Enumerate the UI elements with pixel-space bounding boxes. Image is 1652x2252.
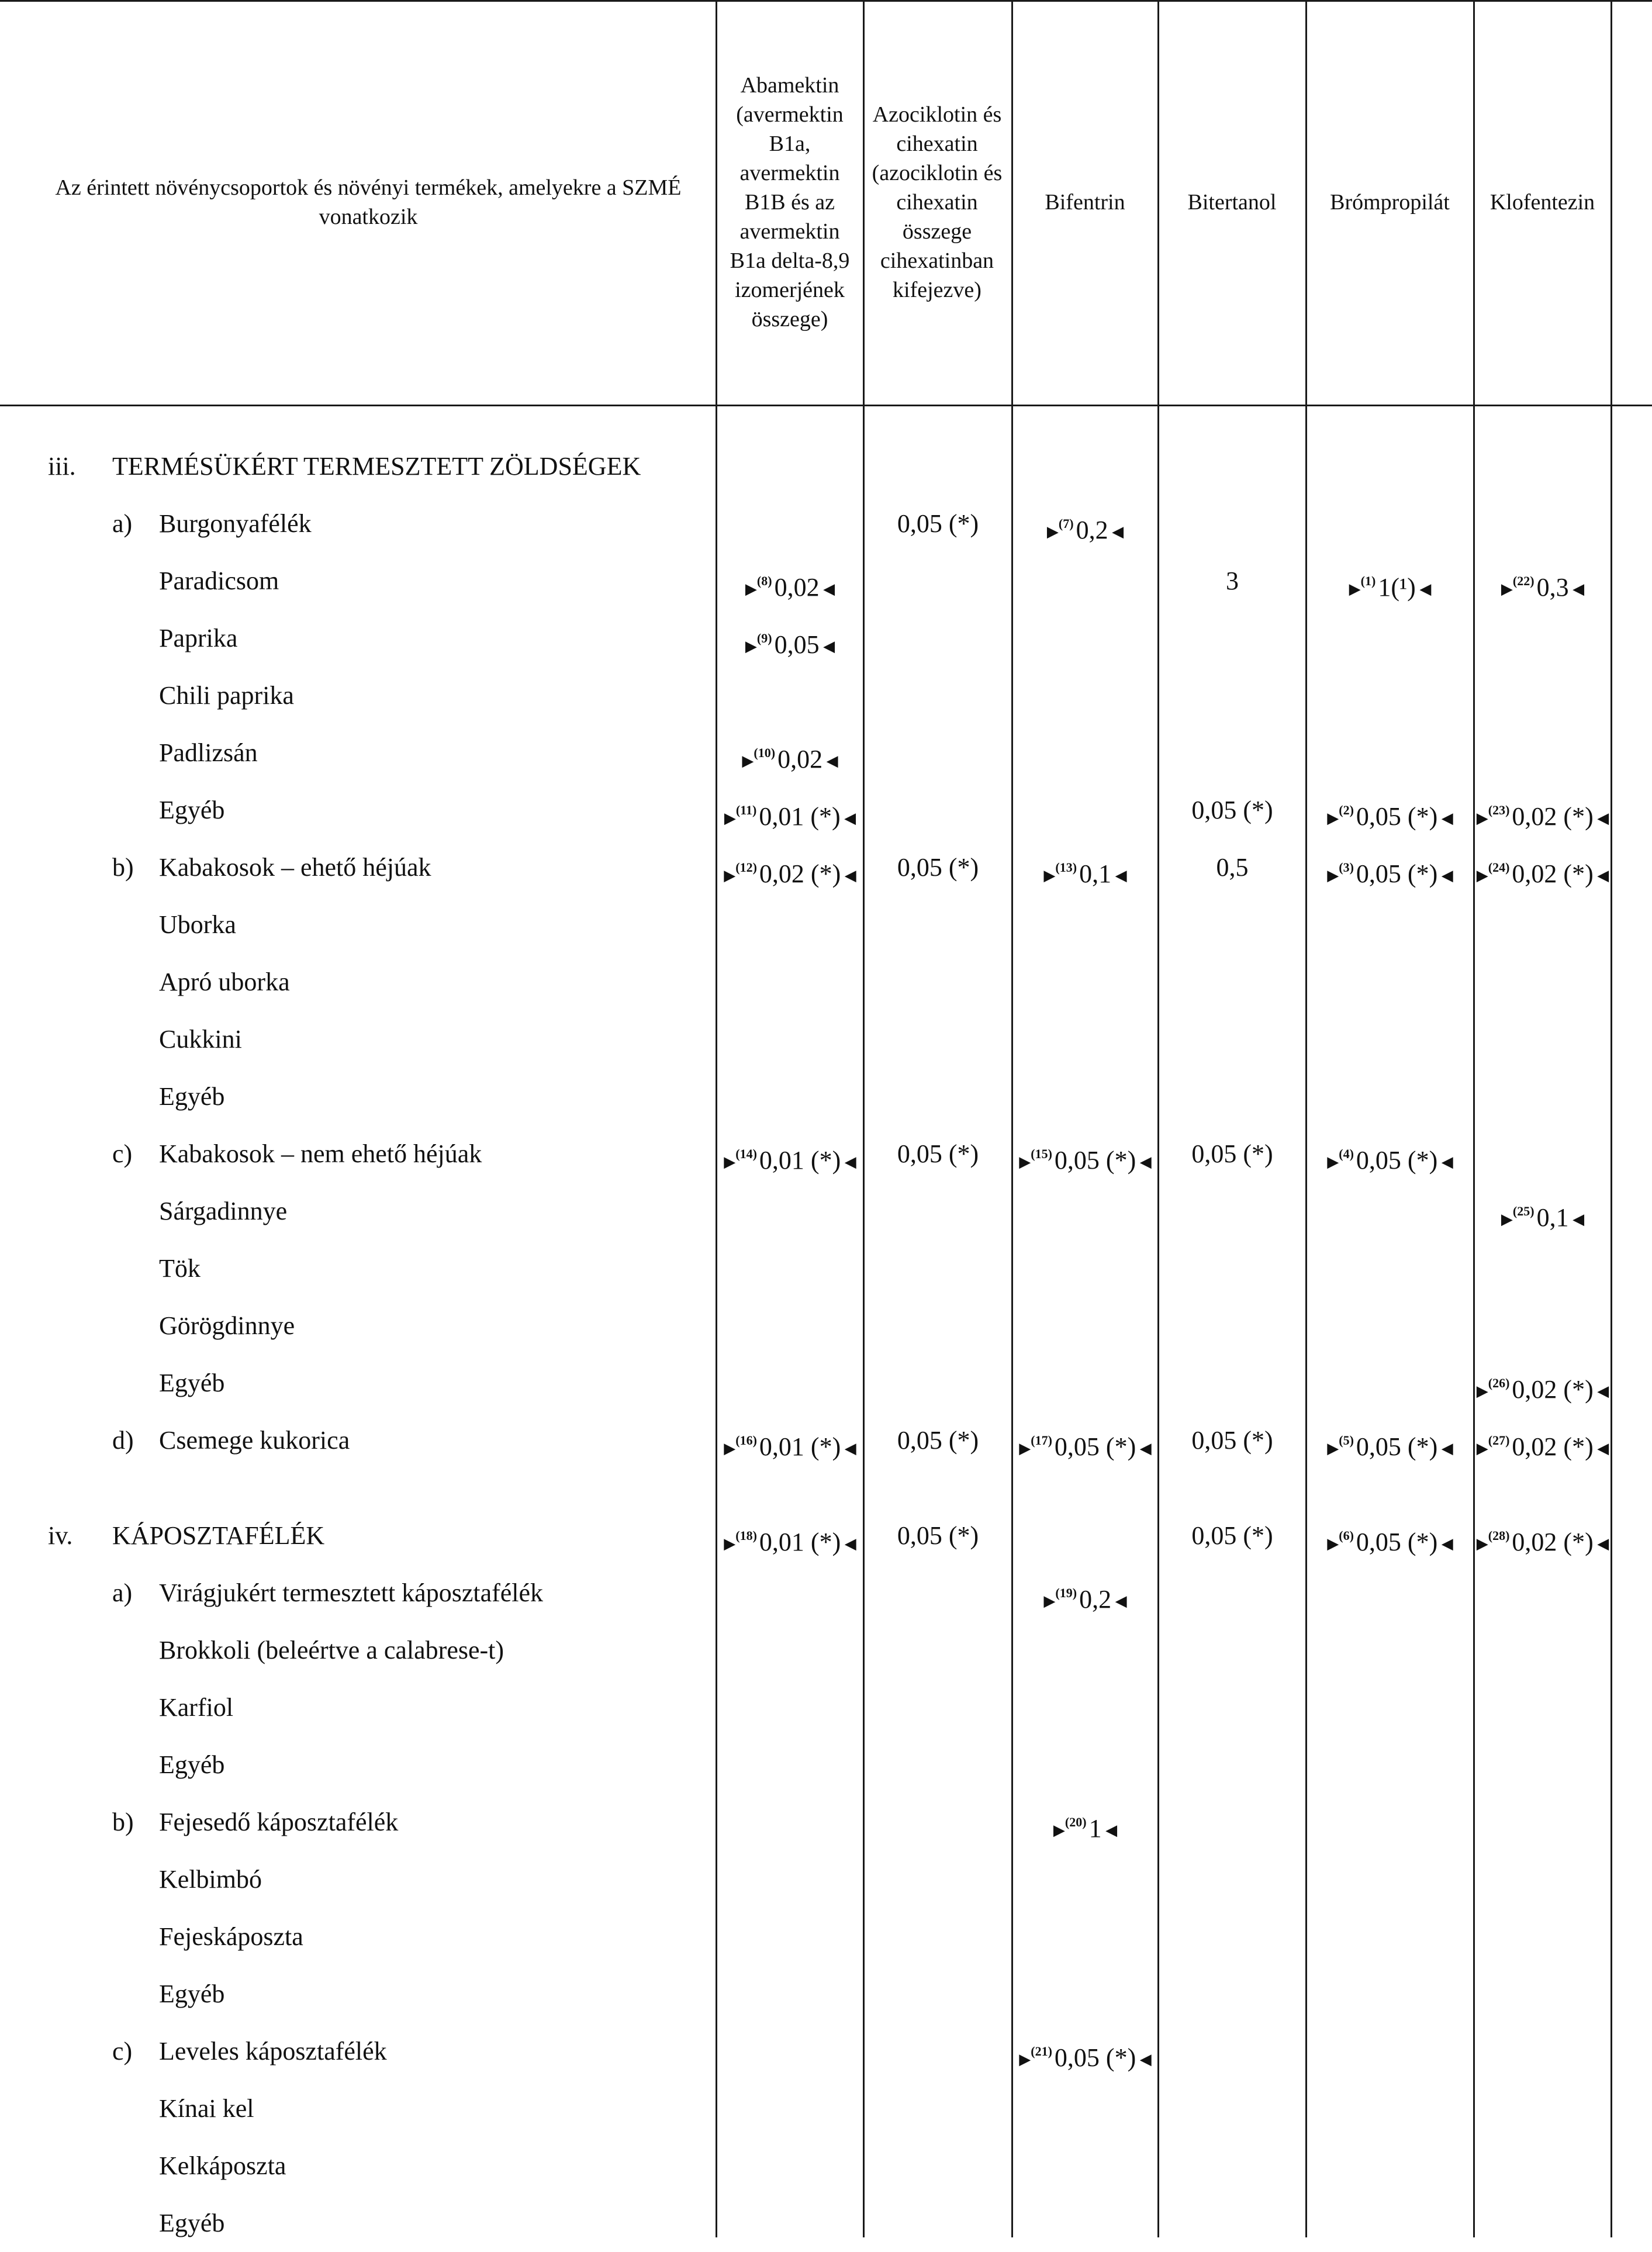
footnote-ref: (24) xyxy=(1488,860,1510,875)
mrl-value xyxy=(1159,782,1305,839)
row-label: Egyéb xyxy=(159,1369,225,1397)
mrl-value xyxy=(1475,1183,1610,1248)
footnote-ref: (28) xyxy=(1488,1528,1510,1543)
amendment-start-marker: ▶ xyxy=(1043,1593,1056,1609)
footnote-ref: (9) xyxy=(756,631,772,645)
footnote-ref: (6) xyxy=(1339,1528,1354,1543)
table-row xyxy=(0,1240,1652,1297)
value-text: 0,02 (*) xyxy=(1512,1528,1594,1556)
table-row xyxy=(0,1183,1652,1240)
row-label: Görögdinnye xyxy=(159,1311,295,1340)
row-letter: d) xyxy=(112,1426,134,1455)
value-text: 0,05 (*) xyxy=(897,853,979,882)
mrl-value xyxy=(1159,552,1305,610)
row-label: Kínai kel xyxy=(159,2094,254,2123)
value-text: 1(¹) xyxy=(1378,573,1416,602)
amendment-start-marker: ▶ xyxy=(1327,1440,1339,1457)
row-letter: a) xyxy=(112,1579,133,1607)
row-label: Brokkoli (beleértve a calabrese-t) xyxy=(159,1636,504,1664)
amendment-end-marker: ◀ xyxy=(1101,1822,1118,1839)
amendment-end-marker: ◀ xyxy=(1593,1535,1609,1552)
amendment-start-marker: ▶ xyxy=(1327,867,1339,884)
value-text: 0,01 (*) xyxy=(759,1146,841,1175)
row-label: Cukkini xyxy=(159,1025,242,1054)
amendment-start-marker: ▶ xyxy=(1349,581,1361,597)
mrl-value xyxy=(717,1507,863,1573)
amendment-end-marker: ◀ xyxy=(1136,1153,1152,1170)
row-label: Csemege kukorica xyxy=(159,1426,350,1455)
amendment-start-marker: ▶ xyxy=(1501,581,1513,597)
value-text: 0,02 (*) xyxy=(1512,1432,1594,1461)
amendment-end-marker: ◀ xyxy=(841,1153,856,1170)
row-label: Paradicsom xyxy=(159,567,279,595)
footnote-ref: (14) xyxy=(735,1146,757,1161)
amendment-end-marker: ◀ xyxy=(1593,810,1609,827)
table-row xyxy=(0,495,1652,552)
row-label: Uborka xyxy=(159,910,236,939)
amendment-end-marker: ◀ xyxy=(822,752,838,769)
footnote-ref: (13) xyxy=(1055,860,1077,875)
value-text: 0,02 (*) xyxy=(1512,859,1594,888)
amendment-end-marker: ◀ xyxy=(1136,2051,1152,2068)
footnote-ref: (1) xyxy=(1360,574,1376,588)
amendment-start-marker: ▶ xyxy=(1043,867,1056,884)
table-row xyxy=(0,1068,1652,1125)
table-row xyxy=(0,1794,1652,1851)
row-label: Egyéb xyxy=(159,1082,225,1111)
table-row xyxy=(0,1412,1652,1469)
table-row xyxy=(0,1355,1652,1412)
value-text: 0,01 (*) xyxy=(759,1432,841,1461)
section-values-row xyxy=(0,1507,1652,1564)
mrl-value xyxy=(717,1125,863,1191)
value-text: 0,05 (*) xyxy=(1191,796,1273,824)
table-row xyxy=(0,1297,1652,1355)
amendment-start-marker: ▶ xyxy=(742,752,754,769)
mrl-value xyxy=(1159,1507,1305,1564)
mrl-value xyxy=(1159,1125,1305,1183)
amendment-start-marker: ▶ xyxy=(1476,1535,1488,1552)
table-row xyxy=(0,1966,1652,2023)
mrl-value xyxy=(1159,839,1305,896)
amendment-end-marker: ◀ xyxy=(1136,1440,1152,1457)
mrl-value xyxy=(1307,1412,1473,1477)
row-label: Chili paprika xyxy=(159,681,294,710)
table-row xyxy=(0,782,1652,839)
value-text: 0,05 (*) xyxy=(1054,1146,1136,1175)
value-text: 0,01 (*) xyxy=(759,802,841,831)
section-title: KÁPOSZTAFÉLÉK xyxy=(112,1521,325,1550)
mrl-value xyxy=(1475,1507,1610,1573)
row-label: Kabakosok – nem ehető héjúak xyxy=(159,1139,482,1168)
mrl-value xyxy=(865,1507,1011,1564)
amendment-start-marker: ▶ xyxy=(724,867,736,884)
amendment-end-marker: ◀ xyxy=(841,1440,856,1457)
mrl-value xyxy=(717,1412,863,1477)
amendment-end-marker: ◀ xyxy=(1111,1593,1127,1609)
row-label: Padlizsán xyxy=(159,738,258,767)
row-label: Egyéb xyxy=(159,796,225,824)
header-bitertanol: Bitertanol xyxy=(1187,190,1277,215)
value-text: 0,05 (*) xyxy=(1191,1521,1273,1550)
header-azociklotin: Azociklotin és cihexatin (azociklotin és cihexatin összege cihexatinban kifejezve) xyxy=(872,102,1003,302)
table-row xyxy=(0,724,1652,782)
amendment-start-marker: ▶ xyxy=(745,581,757,597)
footnote-ref: (5) xyxy=(1339,1433,1354,1448)
table-row xyxy=(0,954,1652,1011)
amendment-start-marker: ▶ xyxy=(1327,1535,1339,1552)
value-text: 0,02 (*) xyxy=(759,859,841,888)
row-letter: c) xyxy=(112,2037,133,2066)
mrl-value xyxy=(1307,552,1473,618)
row-letter: b) xyxy=(112,853,134,882)
value-text: 0,05 (*) xyxy=(1191,1139,1273,1168)
mrl-value xyxy=(1475,1355,1610,1420)
table-row xyxy=(0,2080,1652,2137)
amendment-end-marker: ◀ xyxy=(1415,581,1432,597)
row-letter: b) xyxy=(112,1808,134,1836)
mrl-value xyxy=(1307,1125,1473,1191)
table-row xyxy=(0,1851,1652,1908)
amendment-end-marker: ◀ xyxy=(1593,1383,1609,1400)
footnote-ref: (3) xyxy=(1339,860,1354,875)
mrl-value xyxy=(1475,839,1610,904)
value-text: 0,05 (*) xyxy=(1356,1146,1438,1175)
amendment-start-marker: ▶ xyxy=(724,810,736,827)
mrl-value xyxy=(1013,1412,1157,1477)
mrl-value xyxy=(1013,2023,1157,2088)
mrl-value xyxy=(865,1125,1011,1183)
mrl-value xyxy=(717,724,863,790)
value-text: 1 xyxy=(1088,1814,1102,1843)
row-label: Kabakosok – ehető héjúak xyxy=(159,853,431,882)
row-label: Egyéb xyxy=(159,1980,225,2008)
section-row-iii xyxy=(0,438,1652,495)
section-number: iv. xyxy=(48,1521,73,1550)
mrl-value xyxy=(717,552,863,618)
table-row xyxy=(0,1125,1652,1183)
amendment-end-marker: ◀ xyxy=(1593,867,1609,884)
footnote-ref: (21) xyxy=(1031,2044,1052,2058)
value-text: 0,02 (*) xyxy=(1512,802,1594,831)
amendment-start-marker: ▶ xyxy=(724,1153,736,1170)
row-label: Leveles káposztafélék xyxy=(159,2037,387,2066)
amendment-start-marker: ▶ xyxy=(1327,1153,1339,1170)
header-brompropilat: Brómpropilát xyxy=(1330,190,1450,215)
value-text: 0,3 xyxy=(1536,573,1569,602)
section-title: TERMÉSÜKÉRT TERMESZTETT ZÖLDSÉGEK xyxy=(112,452,641,481)
amendment-end-marker: ◀ xyxy=(841,1535,856,1552)
header-bifentrin: Bifentrin xyxy=(1045,190,1125,215)
value-text: 0,1 xyxy=(1079,859,1112,888)
amendment-start-marker: ▶ xyxy=(1327,810,1339,827)
value-text: 0,02 (*) xyxy=(1512,1375,1594,1404)
row-label: Paprika xyxy=(159,624,238,652)
value-text: 0,05 (*) xyxy=(897,1521,979,1550)
value-text: 0,05 xyxy=(774,630,820,659)
header-bottom-border xyxy=(0,405,1652,406)
table-row xyxy=(0,1736,1652,1794)
amendment-start-marker: ▶ xyxy=(1476,1383,1488,1400)
amendment-start-marker: ▶ xyxy=(724,1440,736,1457)
table-row xyxy=(0,1011,1652,1068)
amendment-start-marker: ▶ xyxy=(1501,1211,1513,1228)
table-row xyxy=(0,2195,1652,2252)
amendment-end-marker: ◀ xyxy=(840,810,856,827)
footnote-ref: (10) xyxy=(754,745,776,760)
mrl-value xyxy=(717,839,863,904)
mrl-value xyxy=(1013,1564,1157,1630)
amendment-end-marker: ◀ xyxy=(1437,867,1453,884)
amendment-end-marker: ◀ xyxy=(1111,867,1127,884)
value-text: 0,05 (*) xyxy=(1356,859,1438,888)
amendment-start-marker: ▶ xyxy=(1019,1440,1031,1457)
footnote-ref: (17) xyxy=(1031,1433,1052,1448)
footnote-ref: (18) xyxy=(735,1528,757,1543)
footnote-ref: (15) xyxy=(1031,1146,1052,1161)
mrl-value xyxy=(865,1412,1011,1469)
amendment-end-marker: ◀ xyxy=(819,638,835,655)
table-row xyxy=(0,1622,1652,1679)
mrl-value xyxy=(1013,1125,1157,1191)
row-label: Kelbimbó xyxy=(159,1865,262,1894)
value-text: 0,05 (*) xyxy=(1356,1432,1438,1461)
amendment-end-marker: ◀ xyxy=(841,867,856,884)
row-label: Burgonyafélék xyxy=(159,509,312,538)
amendment-end-marker: ◀ xyxy=(1437,1153,1453,1170)
header-abamektin: Abamektin (avermektin B1a, avermektin B1B és az avermektin B1a delta-8,9 izomerjének összege) xyxy=(730,73,850,331)
table-row xyxy=(0,552,1652,610)
mrl-value xyxy=(1013,839,1157,904)
mrl-value xyxy=(1475,782,1610,847)
header-group-label: Az érintett növénycsoportok és növényi termékek, amelyekre a SZMÉ vonatkozik xyxy=(55,175,682,229)
amendment-start-marker: ▶ xyxy=(1019,1153,1031,1170)
footnote-ref: (12) xyxy=(735,860,757,875)
row-label: Fejeskáposzta xyxy=(159,1922,303,1951)
footnote-ref: (8) xyxy=(756,574,772,588)
row-label: Tök xyxy=(159,1254,201,1283)
amendment-start-marker: ▶ xyxy=(724,1535,736,1552)
value-text: 0,05 (*) xyxy=(897,1426,979,1455)
amendment-start-marker: ▶ xyxy=(1053,1822,1065,1839)
footnote-ref: (19) xyxy=(1055,1586,1077,1600)
row-label: Egyéb xyxy=(159,1750,225,1779)
table-row xyxy=(0,610,1652,667)
mrl-value xyxy=(1307,839,1473,904)
row-label: Sárgadinnye xyxy=(159,1197,288,1225)
value-text: 0,1 xyxy=(1536,1203,1569,1232)
table-row xyxy=(0,1564,1652,1622)
row-label: Fejesedő káposztafélék xyxy=(159,1808,399,1836)
footnote-ref: (7) xyxy=(1058,516,1074,531)
table-row xyxy=(0,2137,1652,2195)
mrl-value xyxy=(717,610,863,675)
amendment-start-marker: ▶ xyxy=(1019,2051,1031,2068)
footnote-ref: (11) xyxy=(735,803,757,817)
amendment-start-marker: ▶ xyxy=(745,638,757,655)
row-label: Apró uborka xyxy=(159,968,290,996)
amendment-start-marker: ▶ xyxy=(1476,1440,1488,1457)
row-label: Kelkáposzta xyxy=(159,2151,286,2180)
mrl-value xyxy=(1475,552,1610,618)
amendment-end-marker: ◀ xyxy=(1568,581,1585,597)
footnote-ref: (25) xyxy=(1512,1204,1535,1218)
table-row xyxy=(0,1679,1652,1736)
table-row xyxy=(0,896,1652,954)
mrl-value xyxy=(1013,495,1157,561)
value-text: 0,05 (*) xyxy=(1356,1528,1438,1556)
value-text: 0,02 xyxy=(774,573,820,602)
amendment-end-marker: ◀ xyxy=(1437,1535,1453,1552)
mrl-value xyxy=(865,495,1011,552)
table-row xyxy=(0,2023,1652,2080)
row-letter: c) xyxy=(112,1139,133,1168)
mrl-value xyxy=(717,782,863,847)
value-text: 0,02 xyxy=(777,745,823,773)
footnote-ref: (4) xyxy=(1339,1146,1354,1161)
amendment-end-marker: ◀ xyxy=(1593,1440,1609,1457)
value-text: 0,5 xyxy=(1216,853,1249,882)
value-text: 0,05 (*) xyxy=(1356,802,1438,831)
value-text: 0,01 (*) xyxy=(759,1528,841,1556)
row-label: Egyéb xyxy=(159,2209,225,2237)
footnote-ref: (16) xyxy=(735,1433,757,1448)
table-row xyxy=(0,1908,1652,1966)
table-row xyxy=(0,839,1652,896)
amendment-end-marker: ◀ xyxy=(1108,523,1124,540)
value-text: 3 xyxy=(1226,567,1239,595)
value-text: 0,2 xyxy=(1079,1585,1112,1614)
footnote-ref: (22) xyxy=(1512,574,1535,588)
value-text: 0,05 (*) xyxy=(1054,1432,1136,1461)
amendment-start-marker: ▶ xyxy=(1476,867,1488,884)
amendment-end-marker: ◀ xyxy=(819,581,835,597)
mrl-value xyxy=(1159,1412,1305,1469)
amendment-end-marker: ◀ xyxy=(1437,1440,1453,1457)
value-text: 0,05 (*) xyxy=(1054,2043,1136,2072)
footnote-ref: (27) xyxy=(1488,1433,1510,1448)
value-text: 0,05 (*) xyxy=(897,509,979,538)
mrl-value xyxy=(1307,1507,1473,1573)
footnote-ref: (26) xyxy=(1488,1376,1510,1390)
footnote-ref: (20) xyxy=(1065,1815,1087,1829)
amendment-end-marker: ◀ xyxy=(1568,1211,1585,1228)
value-text: 0,2 xyxy=(1076,516,1108,544)
row-label: Virágjukért termesztett káposztafélék xyxy=(159,1579,544,1607)
amendment-end-marker: ◀ xyxy=(1437,810,1453,827)
footnote-ref: (23) xyxy=(1488,803,1510,817)
row-letter: a) xyxy=(112,509,133,538)
table-row xyxy=(0,667,1652,724)
value-text: 0,05 (*) xyxy=(1191,1426,1273,1455)
amendment-start-marker: ▶ xyxy=(1476,810,1488,827)
section-number: iii. xyxy=(48,452,76,481)
mrl-value xyxy=(1013,1794,1157,1859)
row-label: Karfiol xyxy=(159,1693,234,1722)
amendment-start-marker: ▶ xyxy=(1046,523,1059,540)
footnote-ref: (2) xyxy=(1339,803,1354,817)
mrl-value xyxy=(1475,1412,1610,1477)
value-text: 0,05 (*) xyxy=(897,1139,979,1168)
mrl-value xyxy=(865,839,1011,896)
mrl-value xyxy=(1307,782,1473,847)
header-klofentezin: Klofentezin xyxy=(1489,190,1595,215)
